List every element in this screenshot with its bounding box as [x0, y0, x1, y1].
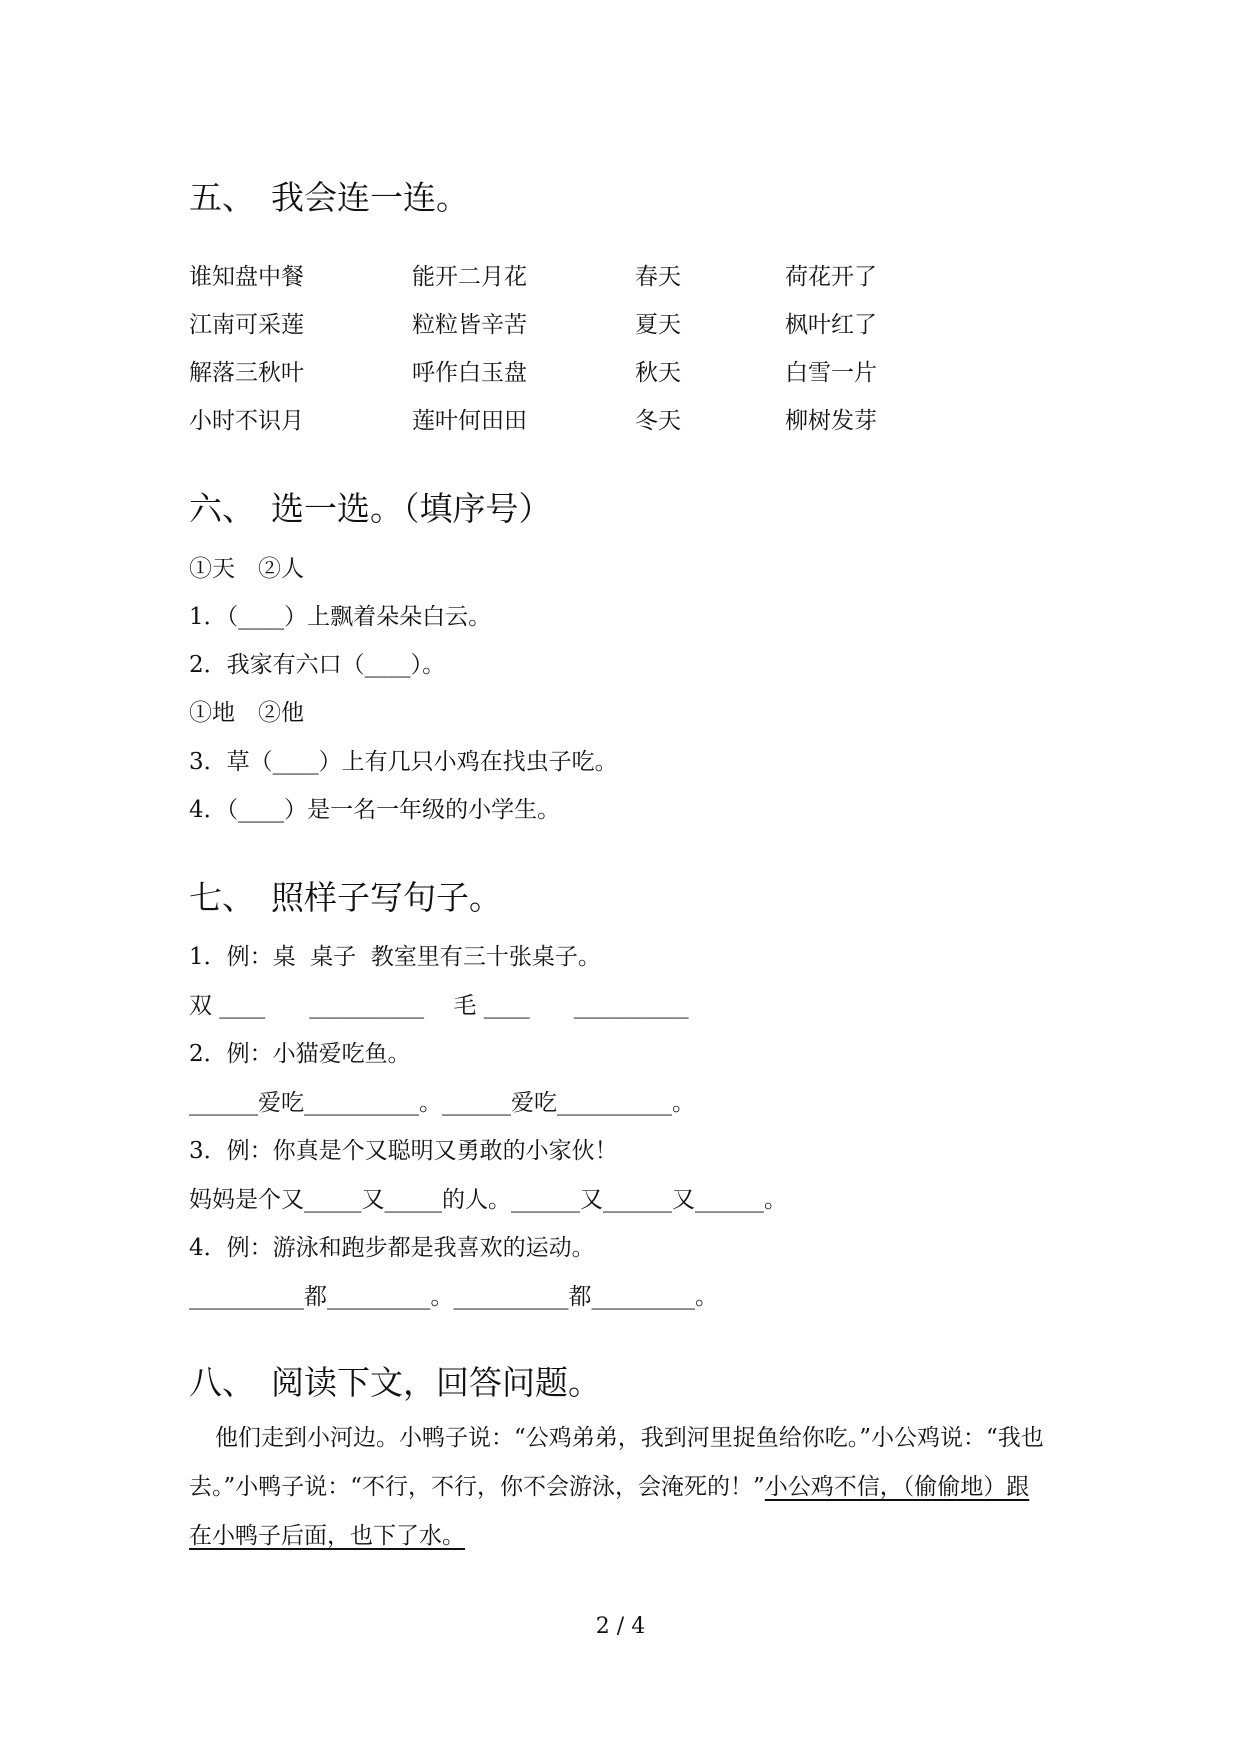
sentence-example: 2．例：小猫爱吃鱼。 — [189, 1041, 411, 1067]
matching-cell: 粒粒皆辛苦 — [412, 312, 527, 338]
sentence-blank-line: __________都_________。__________都_________。 — [189, 1284, 718, 1310]
matching-cell: 莲叶何田田 — [412, 408, 527, 434]
choice-question: 1．（____）上飘着朵朵白云。 — [189, 604, 492, 630]
matching-cell: 柳树发芽 — [785, 408, 877, 434]
matching-cell: 呼作白玉盘 — [412, 360, 527, 386]
choice-options: ①地 ②他 — [189, 700, 304, 726]
matching-cell: 荷花开了 — [785, 264, 877, 290]
section-number: 六、 — [189, 489, 255, 528]
matching-cell: 冬天 — [635, 408, 681, 434]
sentence-blank-line: 双 ____ __________ 毛 ____ __________ — [189, 993, 689, 1019]
choice-options: ①天 ②人 — [189, 556, 304, 582]
sentence-example: 1．例：桌 桌子 教室里有三十张桌子。 — [189, 944, 601, 970]
matching-cell: 春天 — [635, 264, 681, 290]
matching-cell: 小时不识月 — [189, 408, 304, 434]
section-heading: 照样子写句子。 — [271, 878, 502, 917]
section-6-title — [189, 483, 552, 530]
matching-cell: 枫叶红了 — [785, 312, 877, 338]
section-8-title — [189, 1357, 601, 1404]
matching-cell: 谁知盘中餐 — [189, 264, 304, 290]
sentence-blank-line: 妈妈是个又_____又_____的人。______又______又______。 — [189, 1187, 787, 1213]
page-number: 2 / 4 — [595, 1614, 646, 1639]
matching-cell: 白雪一片 — [785, 360, 877, 386]
matching-cell: 江南可采莲 — [189, 312, 304, 338]
choice-question: 2．我家有六口（____）。 — [189, 652, 446, 678]
reading-text: 他们走到小河边。小鸭子说：“公鸡弟弟，我到河里捉鱼给你吃。”小公鸡说：“我也去。”小鸭子说：“不行，不行，你不会游泳，会淹死的！” — [189, 1425, 1044, 1500]
section-number: 七、 — [189, 878, 255, 917]
sentence-example: 4．例：游泳和跑步都是我喜欢的运动。 — [189, 1235, 595, 1261]
sentence-blank-line: ______爱吃__________。______爱吃__________。 — [189, 1090, 695, 1116]
choice-question: 3．草（____）上有几只小鸡在找虫子吃。 — [189, 749, 618, 775]
section-number: 五、 — [189, 178, 255, 217]
matching-cell: 夏天 — [635, 312, 681, 338]
matching-cell: 解落三秋叶 — [189, 360, 304, 386]
section-7-title — [189, 872, 502, 919]
section-heading: 选一选。（填序号） — [271, 489, 552, 528]
section-heading: 阅读下文，回答问题。 — [271, 1363, 601, 1402]
section-5-title — [189, 172, 469, 219]
section-heading: 我会连一连。 — [271, 178, 469, 217]
choice-question: 4．（____）是一名一年级的小学生。 — [189, 797, 561, 823]
reading-passage — [189, 1414, 1051, 1561]
matching-cell: 秋天 — [635, 360, 681, 386]
matching-cell: 能开二月花 — [412, 264, 527, 290]
reading-underlined-sentence: 小公鸡不信，（偷偷地）跟在小鸭子后面，也下了水。 — [189, 1474, 1030, 1549]
sentence-example: 3．例：你真是个又聪明又勇敢的小家伙！ — [189, 1138, 618, 1164]
section-number: 八、 — [189, 1363, 255, 1402]
